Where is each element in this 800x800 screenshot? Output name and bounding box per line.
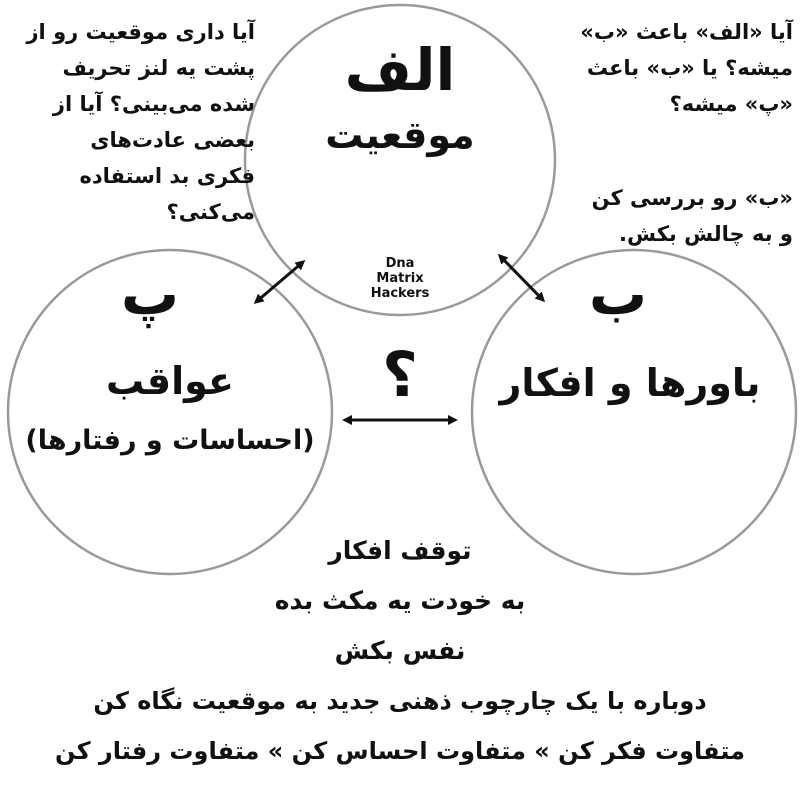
pe-title: عواقب (106, 359, 234, 403)
bottom-line-4: دوباره با یک چارچوب ذهنی جدید به موقعیت نگاه کن (93, 687, 707, 715)
center-question-mark: ؟ (382, 338, 418, 411)
bottom-line-1: توقف افکار (328, 536, 472, 565)
note-top-left: آیا داری موقعیت رو از پشت یه لنز تحریف شده می‌بینی؟ آیا از بعضی عادت‌های فکری بد استفاده می‌کنی؟ (26, 20, 255, 224)
note-top-right-question: آیا «الف» باعث «ب» میشه؟ یا «ب» باعث «پ» میشه؟ (580, 20, 793, 116)
bottom-line-2: به خودت یه مکث بده (274, 586, 526, 615)
be-letter: ب (588, 260, 648, 328)
be-title: باورها و افکار (499, 361, 761, 405)
alef-letter: الف (344, 36, 456, 104)
alef-title: موقعیت (325, 113, 475, 157)
note-top-right-action: «ب» رو بررسی کن و به چالش بکش. (591, 186, 793, 246)
pe-letter: پ (120, 260, 180, 328)
arrow-alef-be (500, 256, 543, 300)
brand-label: Dna Matrix Hackers (370, 256, 430, 301)
bottom-line-5: متفاوت فکر کن » متفاوت احساس کن » متفاوت رفتار کن (55, 737, 745, 765)
bottom-line-3: نفس بکش (334, 636, 466, 665)
pe-subtitle: (احساسات و رفتارها) (25, 425, 315, 456)
